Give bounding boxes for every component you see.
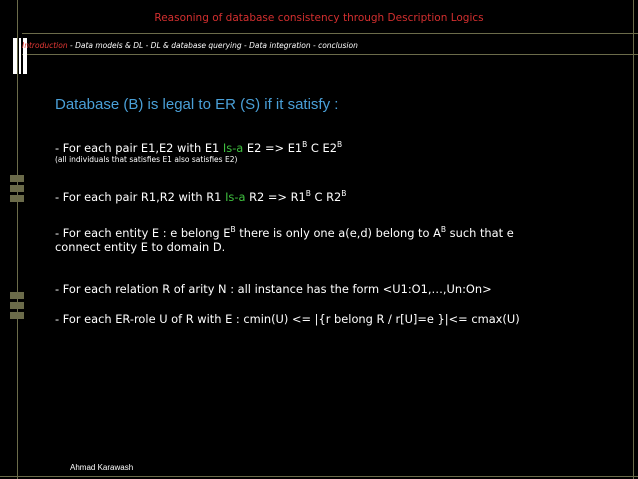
- left-squares-decoration-top: [10, 175, 24, 205]
- nav-other-sections[interactable]: - Data models & DL - DL & database querying - Data integration - conclusion: [67, 41, 358, 50]
- top-frame-line: [22, 33, 638, 34]
- isa-keyword: Is-a: [225, 189, 246, 204]
- slide-heading: Database (B) is legal to ER (S) if it satisfy :: [55, 96, 339, 113]
- rule-entity-isa: - For each pair E1,E2 with E1 Is-a $E2 => E1^B$ C $E2^B$: [55, 140, 343, 155]
- rule-entity-isa-note: (all individuals that satisfies E1 also satisfies E2): [55, 155, 238, 164]
- rule-relation-isa: - For each pair R1,R2 with R1 Is-a $R2 => R1^B$ C $R2^B$: [55, 189, 347, 204]
- rule-er-role-cardinality: - For each ER-role U of R with E : cmin(U) <= |{r belong R / r[U]=e }|<= cmax(U): [55, 312, 520, 326]
- section-navigation: [22, 41, 638, 50]
- nav-current-section[interactable]: Introduction: [22, 41, 68, 50]
- presentation-title: Reasoning of database consistency through Description Logics: [154, 12, 484, 24]
- right-frame-line: [633, 0, 634, 479]
- footer-author: Ahmad Karawash: [70, 463, 134, 472]
- rule-entity-attribute: - For each entity E : e belong $E^B$ there is only one a(e,d) belong to $A^B$ such that e: [55, 225, 514, 240]
- rule-entity-attribute-line2: connect entity E to domain D.: [55, 240, 226, 254]
- isa-keyword: Is-a: [222, 140, 244, 155]
- bottom-frame-line: [0, 476, 638, 477]
- rule-relation-arity: - For each relation R of arity N : all instance has the form <U1:O1,…,Un:On>: [55, 282, 492, 296]
- header-divider-line: [22, 54, 638, 55]
- left-squares-decoration-bottom: [10, 292, 24, 322]
